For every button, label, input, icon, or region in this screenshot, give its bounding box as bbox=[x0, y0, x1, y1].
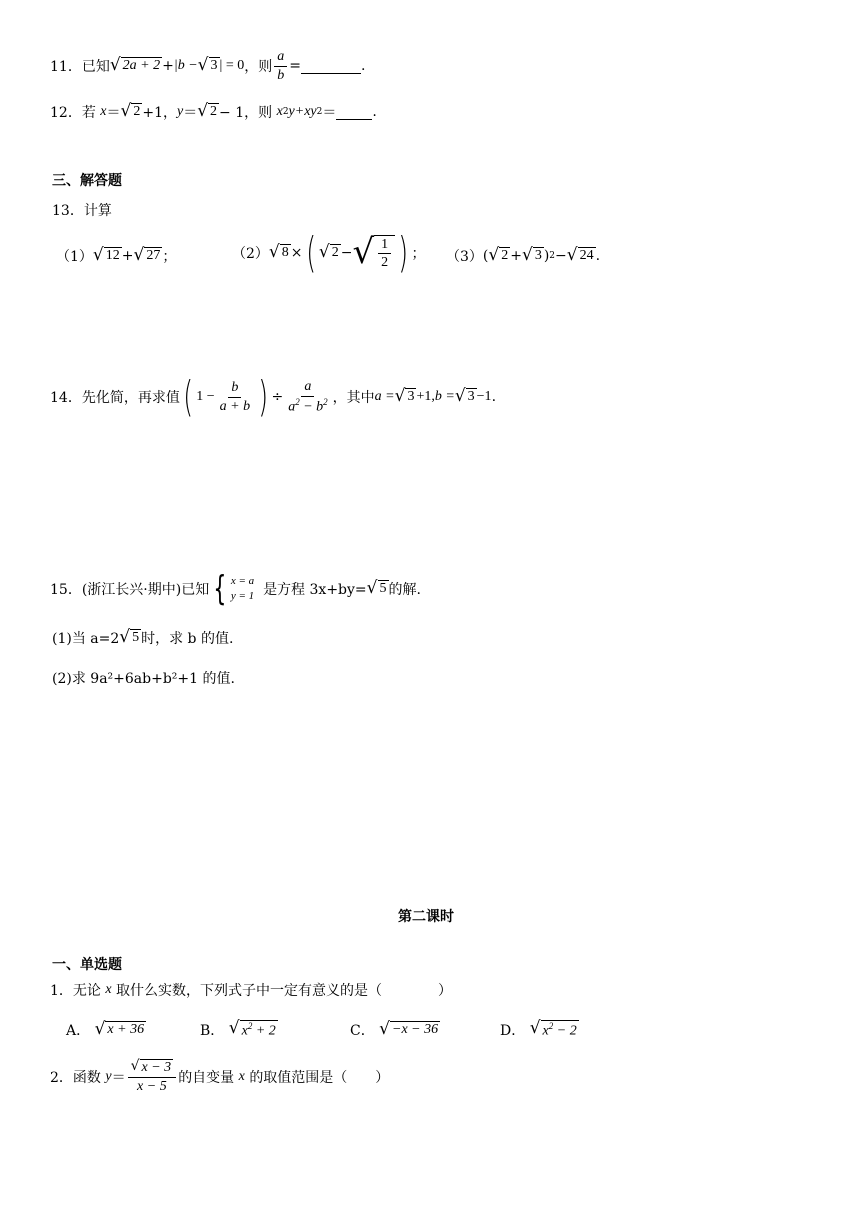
q13-part-3: （3） ( √ 2 + √ 3 ) 2 − √ 24 . bbox=[446, 245, 601, 266]
brace: { bbox=[213, 569, 227, 609]
question-11: 11． 已知 √ 2a + 2 + | b − √ 3 | = 0 ，则 $\frac{a}{b}$ = . bbox=[50, 49, 366, 83]
sqrt-expr: √ 24 bbox=[566, 245, 594, 266]
sqrt-expr: √ −x − 36 bbox=[379, 1019, 439, 1040]
left-paren: ( bbox=[305, 228, 316, 277]
sqrt-expr: √ 2 bbox=[318, 242, 339, 263]
answer-blank[interactable] bbox=[336, 105, 372, 120]
q11-text: 已知 bbox=[81, 59, 110, 75]
fraction: $\frac{b}{a + b}$ bbox=[219, 380, 251, 414]
sqrt-expr: √ 2 bbox=[197, 101, 218, 122]
question-1: 1． 无论 x 取什么实数，下列式子中一定有意义的是（ ） bbox=[50, 982, 453, 999]
q11-number: 11． bbox=[50, 59, 82, 75]
sqrt-expr: √ 3 bbox=[454, 386, 475, 407]
sqrt-expr: √ x + 36 bbox=[94, 1019, 145, 1040]
q13-part-1: （1） √ 12 + √ 27 ； bbox=[56, 245, 177, 266]
sqrt-expr: √ 2 bbox=[120, 101, 141, 122]
option-d[interactable]: D． √ $x^2 - 2$ bbox=[500, 1018, 577, 1040]
right-paren: ) bbox=[258, 372, 269, 421]
sqrt-expr: √ 5 bbox=[366, 578, 387, 599]
section-heading-3: 三、解答题 bbox=[52, 173, 122, 189]
question-12: 12． 若 x ＝ √ 2 +1， y ＝ √ 2 − 1，则 x 2 y+xy 2 ＝ . bbox=[50, 101, 377, 122]
question-2: 2． 函数 y ＝ √ x − 3 x − 5 的自变量 x 的取值范围是（ ） bbox=[50, 1058, 390, 1094]
sqrt-expr: √ $x^2 + 2$ bbox=[228, 1018, 276, 1039]
sqrt-expr: √ 2a + 2 bbox=[109, 55, 161, 76]
option-b[interactable]: B． √ $x^2 + 2$ bbox=[200, 1018, 276, 1040]
sqrt-expr: √ $x^2 - 2$ bbox=[529, 1018, 577, 1039]
fraction: √ x − 3 x − 5 bbox=[128, 1058, 177, 1095]
sqrt-expr: √ 3 bbox=[521, 245, 542, 266]
q15-part-2: (2)求 9a²+6ab+b²+1 的值. bbox=[52, 671, 235, 687]
sqrt-expr: √ 12 bbox=[92, 245, 120, 266]
sqrt-expr: √ 2 bbox=[488, 245, 509, 266]
fraction: $\frac{a}{b}$ bbox=[274, 48, 287, 84]
option-c[interactable]: C． √ −x − 36 bbox=[350, 1019, 439, 1040]
answer-blank[interactable] bbox=[301, 59, 361, 74]
question-15: 15． (浙江长兴·期中)已知 { x = a y = 1 是方程 3x+by= √ 5 的解. bbox=[50, 569, 421, 609]
equation-system: x = a y = 1 bbox=[230, 575, 255, 602]
question-14: 14． 先化简，再求值 ( 1 − $\frac{b}{a + b}$ ) ÷ $\frac{a}{a^2 - b^2}$ ，其中 a = √ 3 +1, b = √ 3 −1 . bbox=[50, 372, 497, 421]
sqrt-expr: √ 8 bbox=[268, 242, 289, 263]
sqrt-expr: √ 27 bbox=[133, 245, 161, 266]
sqrt-expr: √ 3 bbox=[394, 386, 415, 407]
section-heading-1: 一、单选题 bbox=[52, 957, 122, 973]
fraction: $\frac{a}{a^2 - b^2}$ bbox=[288, 379, 328, 415]
question-13-title: 13．计算 bbox=[52, 203, 112, 219]
option-a[interactable]: A． √ x + 36 bbox=[66, 1019, 145, 1040]
q13-part-2: （2） √ 8 × ( √ 2 − √ $\frac{1}{2}$ ) ； bbox=[232, 228, 426, 277]
sqrt-fraction: √ $\frac{1}{2}$ bbox=[352, 235, 395, 272]
lesson-title: 第二课时 bbox=[398, 909, 454, 925]
right-paren: ) bbox=[398, 228, 409, 277]
sqrt-expr: √ 5 bbox=[119, 627, 140, 648]
q15-part-1: (1)当 a=2 √ 5 时，求 b 的值. bbox=[52, 627, 234, 648]
sqrt-expr: √ 3 bbox=[197, 55, 218, 76]
q12-number: 12． bbox=[50, 105, 82, 121]
left-paren: ( bbox=[183, 372, 193, 421]
